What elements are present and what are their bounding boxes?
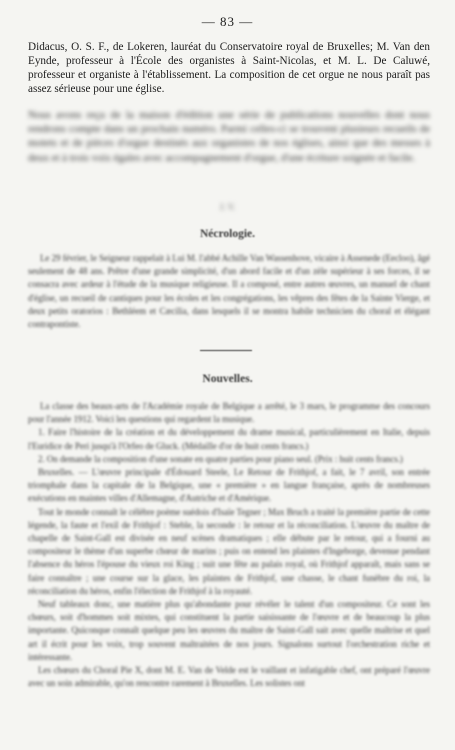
necrologie-text: Le 29 février, le Seigneur rappelait à Lui M. l'abbé Achille Van Wassenhove, vicaire à Assenede (Eecloo), âgé seulement de 48 ans. Prêtre d'une grande simplicité, d'un abord facile et d'un zèle supérieur à ses forces, il se consacra avec ardeur à l'étude de la musique religieuse. Il a composé, entre autres œuvres, un manuel de chant d'église, un recueil de cantiques pour les écoles et les congrégations, les vêpres des fêtes de la Sainte Vierge, et deux petits oratorios : Bethléem et Cæcilia, dans lesquels il se montra habile technicien du choral et élégant contrapontiste. <box>28 253 430 330</box>
intro-paragraph: Didacus, O. S. F., de Lokeren, lauréat du Conservatoire royal de Bruxelles; M. Van den Eynde, professeur à l'École des organistes à Saint-Nicolas, et M. L. De Caluwé, professeur et organiste à l'établissement. La composition de cet orgue ne nous paraît pas assez sérieuse pour une église. <box>28 41 430 95</box>
blurred-paragraph: Nous avons reçu de la maison d'édition une série de publications nouvelles dont nous rendrons compte dans un prochain numéro. Parmi celles-ci se trouvent plusieurs recueils de motets et de pièces d'orgue destinés aux organistes de nos églises, ainsi que des messes à deux et à trois voix égales avec accompagnement d'orgue, d'une écriture soignée et facile. <box>28 109 430 164</box>
nouvelles-paragraph: Neuf tableaux donc, une matière plus qu'abondante pour révéler le talent d'un compositeur. Ce sont les chœurs, soit d'hommes soit mixtes, qui constituent la partie saisissante de l'œuvre et de beaucoup la plus importante. Quiconque connaît quelque peu les œuvres du maître de Saint-Gall sait avec quelle maîtrise et quel art il écrit pour les voix, trop souvent maltraitées de nos jours. Signalons surtout l'orchestration riche et intéressante. <box>28 599 430 662</box>
nouvelles-title: Nouvelles. <box>202 373 253 385</box>
nouvelles-paragraph: 2. On demande la composition d'une sonate en quatre parties pour piano seul. (Prix : huit cents francs.) <box>38 453 403 464</box>
necrologie-title: Nécrologie. <box>199 228 256 240</box>
nouvelles-body <box>28 400 430 690</box>
nouvelles-paragraph: Les chœurs du Choral Pie X, dont M. E. Van de Velde est le vaillant et infatigable chef, ont préparé l'œuvre avec un soin admirable, qu'on rencontre rarement à Bruxelles. Les solistes ont <box>28 665 430 689</box>
necrologie-paragraph <box>28 252 430 331</box>
nouvelles-paragraph: Tout le monde connaît le célèbre poème suédois d'Isaïe Tegner ; Max Bruch a traité la première partie de cette légende, la faute et l'exil de Frithjof : Steble, la seconde : le retour et la réconciliation. L'œuvre du maître de chapelle de Saint-Gall est divisée en neuf scènes dramatiques ; elle débute par le retour, qui a fourni au compositeur le thème d'un superbe chœur de marins ; puis on entend les plaintes d'Ingeborge, devenue pendant l'absence du héros l'épouse du vieux roi King ; suit une fête au palais royal, où Frithjof apparaît, mais sans se faire connaître ; une course sur la glace, les plaintes de Frithjof, une chasse, le chant funèbre du roi, la réconciliation du héros, enfin l'élection de Frithjof à la royauté. <box>28 506 430 596</box>
page-number: — 83 — <box>201 14 254 29</box>
section-divider <box>200 350 252 351</box>
signature: J. V. <box>219 202 236 212</box>
nouvelles-paragraph: 1. Faire l'histoire de la création et du développement du drame musical, particulièrement en Italie, depuis l'Euridice de Peri jusqu'à l'Orfeo de Gluck. (Médaille d'or de huit cents francs.) <box>28 427 430 451</box>
nouvelles-paragraph: La classe des beaux-arts de l'Académie royale de Belgique a arrêté, le 3 mars, le programme des concours pour l'année 1912. Voici les questions qui regardent la musique. <box>28 401 430 425</box>
nouvelles-paragraph: Bruxelles. — L'œuvre principale d'Édouard Steele, Le Retour de Frithjof, a fait, le 7 avril, son entrée triomphale dans la capitale de la Belgique, une « première » en langue française, après de nombreuses exécutions en maintes villes d'Allemagne, d'Autriche et d'Amérique. <box>28 467 430 504</box>
